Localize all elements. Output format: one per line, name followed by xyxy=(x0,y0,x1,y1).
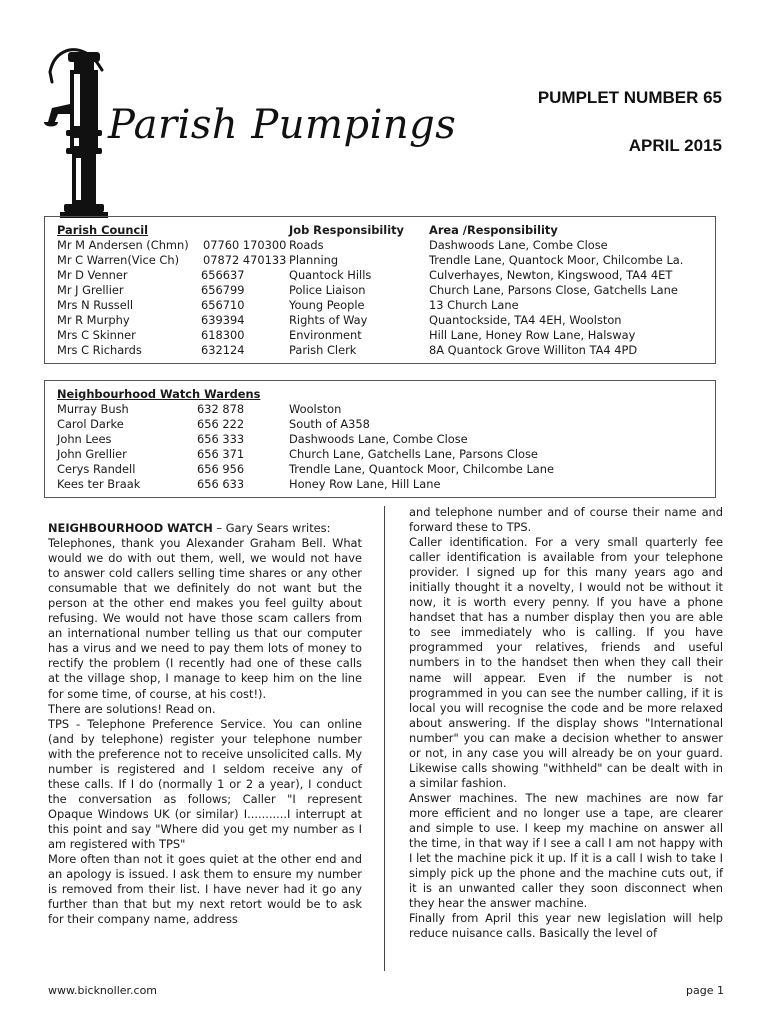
paragraph: Answer machines. The new machines are now far more efficient and no longer use a tape, are clearer and simple to use. I keep my machine on answer all the time, in that way if I see a call I am not happy with I let the machine pick it up. If it is a call I wish to take I simply pick up the phone and the machine cuts out, if it is an unwanted caller they soon disconnect when they hear the answer machine. xyxy=(409,790,723,911)
table-row xyxy=(57,268,715,283)
paragraph: and telephone number and of course their name and forward these to TPS. xyxy=(409,505,723,535)
article-byline: – Gary Sears writes: xyxy=(212,521,331,535)
paragraph: There are solutions! Read on. xyxy=(48,701,216,716)
councillor-area: Quantockside, TA4 4EH, Woolston xyxy=(429,313,622,327)
table-row xyxy=(57,238,715,253)
councillor-job: Rights of Way xyxy=(289,313,368,327)
paragraph: Finally from April this year new legislation will help reduce nuisance calls. Basically the level of xyxy=(409,911,723,941)
councillor-area: 13 Church Lane xyxy=(429,298,519,312)
table-row xyxy=(57,477,715,492)
table-row xyxy=(57,328,715,343)
footer-website: www.bicknoller.com xyxy=(48,984,158,997)
warden-phone: 656 222 xyxy=(197,417,245,431)
table-row xyxy=(57,447,715,462)
warden-area: Dashwoods Lane, Combe Close xyxy=(289,432,468,446)
councillor-name: Mrs C Richards xyxy=(57,343,142,357)
paragraph: TPS - Telephone Preference Service. You can online (and by telephone) register your telephone number with the preference not to receive unsolicited calls. My number is registered and I seldom receive any of these calls. If I do (normally 1 or 2 a year), I conduct the conversation as follows; Caller "I represent Opaque Windows UK (or similar) I...........I interrupt at this point and say "Where did you get my number as I am registered with TPS" xyxy=(48,716,362,851)
councillor-job: Environment xyxy=(289,328,362,342)
article-title: NEIGHBOURHOOD WATCH xyxy=(48,521,213,535)
article-left-column xyxy=(48,521,362,927)
article-right-column xyxy=(409,505,723,941)
warden-phone: 656 333 xyxy=(197,432,245,446)
councillor-phone: 632124 xyxy=(201,343,245,357)
councillor-name: Mrs N Russell xyxy=(57,298,134,312)
warden-phone: 656 633 xyxy=(197,477,245,491)
warden-name: Cerys Randell xyxy=(57,462,136,476)
header-watch-wardens: Neighbourhood Watch Wardens xyxy=(57,387,261,401)
councillor-phone: 618300 xyxy=(201,328,245,342)
warden-area: South of A358 xyxy=(289,417,370,431)
table-row xyxy=(57,313,715,328)
warden-name: John Lees xyxy=(57,432,112,446)
header-parish-council: Parish Council xyxy=(57,223,149,237)
warden-phone: 656 371 xyxy=(197,447,245,461)
table-row xyxy=(57,417,715,432)
councillor-area: Church Lane, Parsons Close, Gatchells Lane xyxy=(429,283,678,297)
warden-name: Murray Bush xyxy=(57,402,129,416)
councillor-name: Mr C Warren(Vice Ch) xyxy=(57,253,180,267)
warden-phone: 632 878 xyxy=(197,402,245,416)
paragraph: Telephones, thank you Alexander Graham Bell. What would we do with out them, well, we would not have to answer cold callers selling time shares or any other consumable that we definitely do not want but the person at the other end makes you feel guilty about refusing. We would not have those scam callers from an international number telling us that our computer has a virus and we need to pay them lots of money to rectify the problem (I recently had one of these calls at the village shop, I manage to keep him on the line for some time, of course, at his cost!). xyxy=(48,536,362,701)
header-job-responsibility: Job Responsibility xyxy=(289,223,404,237)
table-row xyxy=(57,283,715,298)
table-row xyxy=(57,402,715,417)
councillor-area: Hill Lane, Honey Row Lane, Halsway xyxy=(429,328,636,342)
parish-council-table xyxy=(44,216,716,364)
councillor-job: Police Liaison xyxy=(289,283,366,297)
councillor-name: Mrs C Skinner xyxy=(57,328,136,342)
table-header-row xyxy=(57,223,715,238)
councillor-job: Parish Clerk xyxy=(289,343,357,357)
councillor-job: Quantock Hills xyxy=(289,268,372,282)
paragraph: More often than not it goes quiet at the other end and an apology is issued. I ask them to ensure my number is removed from their list. I have never had it go any further than that but my next retort would be to ask for their company name, address xyxy=(48,852,362,927)
paragraph: Caller identification. For a very small quarterly fee caller identification is available from your telephone provider. I signed up for this many years ago and initially thought it a novelty, I would not be without it now, it is worth every penny. If you have a phone handset that has a number display then you are able to see immediately who is calling. If you have programmed your relatives, friends and useful numbers in to the handset then when they call their name will appear. Even if the number is not programmed in you can see the number calling, if it is local you will recognise the code and be more relaxed about answering. If the display shows "International number" you can make a decision whether to answer or not, in any case you will already be on your guard. Likewise calls showing "withheld" can be dealt with in a similar fashion. xyxy=(409,535,723,790)
councillor-name: Mr M Andersen (Chmn) xyxy=(57,238,189,252)
warden-area: Trendle Lane, Quantock Moor, Chilcombe Lane xyxy=(289,462,554,476)
table-row xyxy=(57,253,715,268)
councillor-area: Trendle Lane, Quantock Moor, Chilcombe La. xyxy=(429,253,684,267)
warden-area: Honey Row Lane, Hill Lane xyxy=(289,477,441,491)
councillor-area: Culverhayes, Newton, Kingswood, TA4 4ET xyxy=(429,268,673,282)
councillor-job: Young People xyxy=(289,298,365,312)
councillor-phone: 656637 xyxy=(201,268,245,282)
column-divider xyxy=(384,506,385,971)
councillor-area: Dashwoods Lane, Combe Close xyxy=(429,238,608,252)
warden-name: Kees ter Braak xyxy=(57,477,141,491)
table-row xyxy=(57,343,715,358)
table-row xyxy=(57,298,715,313)
councillor-job: Roads xyxy=(289,238,324,252)
councillor-phone: 639394 xyxy=(201,313,245,327)
article-heading xyxy=(48,521,362,536)
warden-name: Carol Darke xyxy=(57,417,124,431)
warden-area: Woolston xyxy=(289,402,342,416)
watch-wardens-table xyxy=(44,380,716,498)
table-row xyxy=(57,432,715,447)
councillor-name: Mr D Venner xyxy=(57,268,128,282)
councillor-job: Planning xyxy=(289,253,339,267)
councillor-phone: 656710 xyxy=(201,298,245,312)
issue-number: PUMPLET NUMBER 65 xyxy=(537,88,722,107)
table-header-row xyxy=(57,387,715,402)
councillor-phone: 07872 470133 xyxy=(203,253,287,267)
councillor-phone: 07760 170300 xyxy=(203,238,287,252)
masthead-title: Parish Pumpings xyxy=(108,102,457,148)
councillor-name: Mr R Murphy xyxy=(57,313,130,327)
table-row xyxy=(57,462,715,477)
header-area-responsibility: Area /Responsibility xyxy=(429,223,558,237)
footer-page-number: page 1 xyxy=(686,984,724,997)
warden-area: Church Lane, Gatchells Lane, Parsons Close xyxy=(289,447,538,461)
issue-date: APRIL 2015 xyxy=(628,136,722,155)
councillor-phone: 656799 xyxy=(201,283,245,297)
warden-name: John Grellier xyxy=(57,447,127,461)
warden-phone: 656 956 xyxy=(197,462,245,476)
councillor-name: Mr J Grellier xyxy=(57,283,124,297)
councillor-area: 8A Quantock Grove Williton TA4 4PD xyxy=(429,343,638,357)
